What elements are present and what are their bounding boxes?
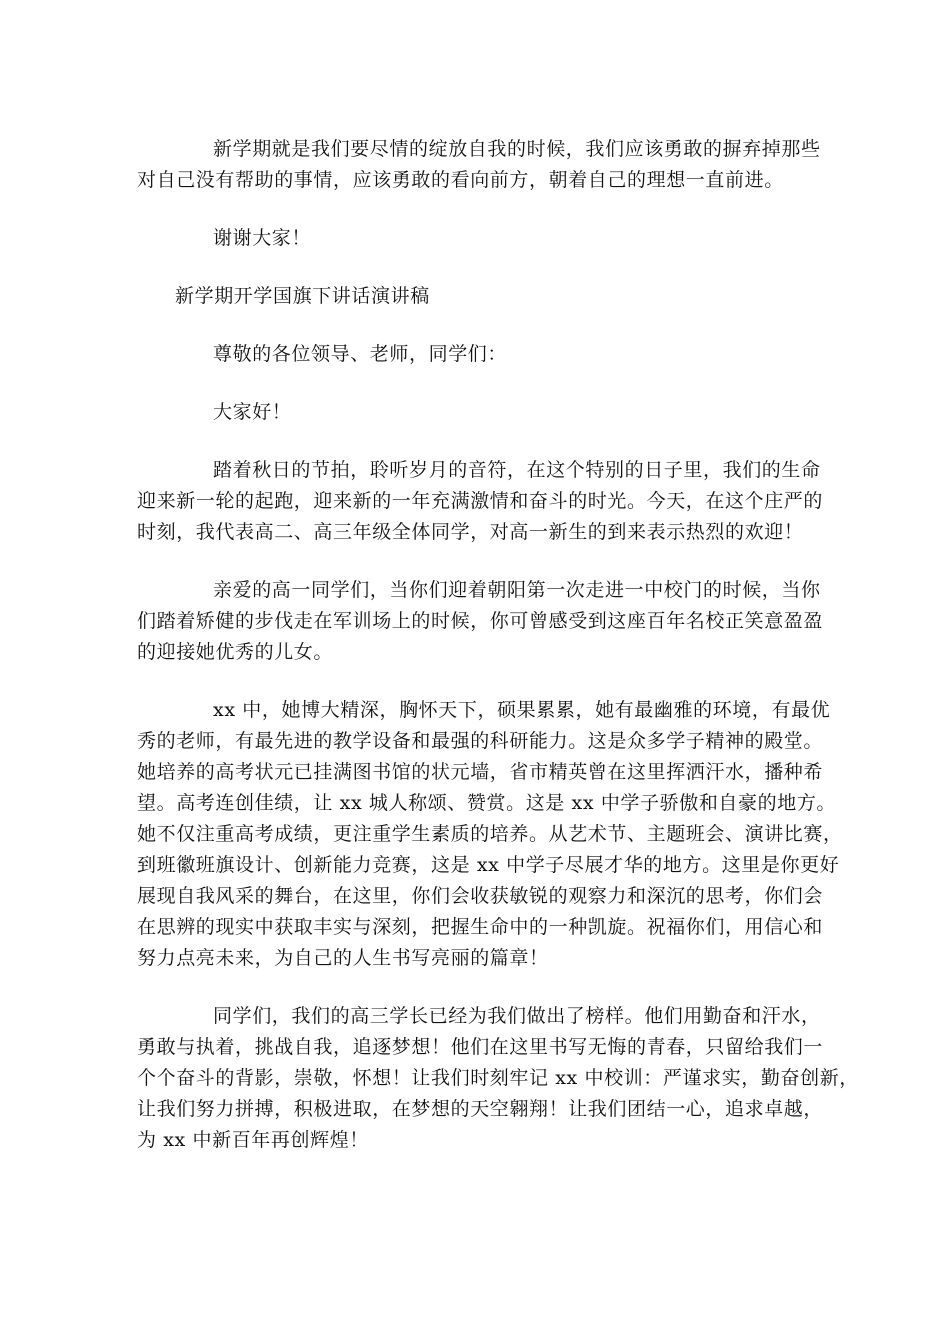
text-line: 展现自我风采的舞台，在这里，你们会收获敏锐的观察力和深沉的思考，你们会 (137, 885, 824, 907)
text-line: 谢谢大家！ (213, 227, 312, 249)
paragraph-school (137, 695, 843, 974)
text-line: 迎来新一轮的起跑，迎来新的一年充满激情和奋斗的时光。今天，在这个庄严的 (137, 490, 824, 512)
text-line: 在思辨的现实中获取丰实与深刻，把握生命中的一种凯旋。祝福你们，用信心和 (137, 916, 824, 938)
text-line: 对自己没有帮助的事情，应该勇敢的看向前方，朝着自己的理想一直前进。 (137, 169, 784, 191)
text-line: 时刻，我代表高二、高三年级全体同学，对高一新生的到来表示热烈的欢迎！ (137, 521, 804, 543)
salutation-text: 尊敬的各位领导、老师，同学们： (213, 343, 508, 365)
text-line: 亲爱的高一同学们，当你们迎着朝阳第一次走进一中校门的时候，当你 (213, 579, 821, 601)
greeting-text: 大家好！ (213, 401, 292, 423)
paragraph-seniors (137, 1001, 859, 1156)
text-line: 秀的老师，有最先进的教学设备和最强的科研能力。这是众多学子精神的殿堂。 (137, 730, 824, 752)
text-line: 个个奋斗的背影，崇敬，怀想！让我们时刻牢记 xx 中校训：严谨求实，勤奋创新， (137, 1067, 859, 1089)
text-line: 同学们，我们的高三学长已经为我们做出了榜样。他们用勤奋和汗水， (213, 1005, 821, 1027)
text-line: 们踏着矫健的步伐走在军训场上的时候，你可曾感受到这座百年名校正笑意盈盈 (137, 610, 824, 632)
text-line: 望。高考连创佳绩，让 xx 城人称颂、赞赏。这是 xx 中学子骄傲和自豪的地方。 (137, 792, 837, 814)
paragraph-autumn (137, 455, 824, 548)
salutation (137, 339, 817, 370)
text-line: 让我们努力拼搏，积极进取，在梦想的天空翱翔！让我们团结一心，追求卓越， (137, 1098, 824, 1120)
greeting (137, 397, 817, 428)
paragraph-new-semester (137, 134, 821, 196)
paragraph-freshmen (137, 575, 824, 668)
text-line: xx 中，她博大精深，胸怀天下，硕果累累，她有最幽雅的环境，有最优 (213, 699, 831, 721)
text-line: 到班徽班旗设计、创新能力竞赛，这是 xx 中学子尽展才华的地方。这里是你更好 (137, 854, 840, 876)
document-page (137, 134, 859, 1183)
text-line: 她不仅注重高考成绩，更注重学生素质的培养。从艺术节、主题班会、演讲比赛， (137, 823, 843, 845)
title-text: 新学期开学国旗下讲话演讲稿 (175, 285, 430, 307)
text-line: 为 xx 中新百年再创辉煌！ (137, 1129, 369, 1151)
text-line: 她培养的高考状元已挂满图书馆的状元墙，省市精英曾在这里挥洒汗水，播种希 (137, 761, 824, 783)
text-line: 新学期就是我们要尽情的绽放自我的时候，我们应该勇敢的摒弃掉那些 (213, 138, 821, 160)
text-line: 努力点亮未来，为自己的人生书写亮丽的篇章！ (137, 947, 549, 969)
text-line: 的迎接她优秀的儿女。 (137, 641, 334, 663)
text-line: 勇敢与执着，挑战自我，追逐梦想！他们在这里书写无悔的青春，只留给我们一 (137, 1036, 824, 1058)
speech-title (137, 281, 817, 312)
text-line: 踏着秋日的节拍，聆听岁月的音符，在这个特别的日子里，我们的生命 (213, 459, 821, 481)
paragraph-thanks (137, 223, 817, 254)
